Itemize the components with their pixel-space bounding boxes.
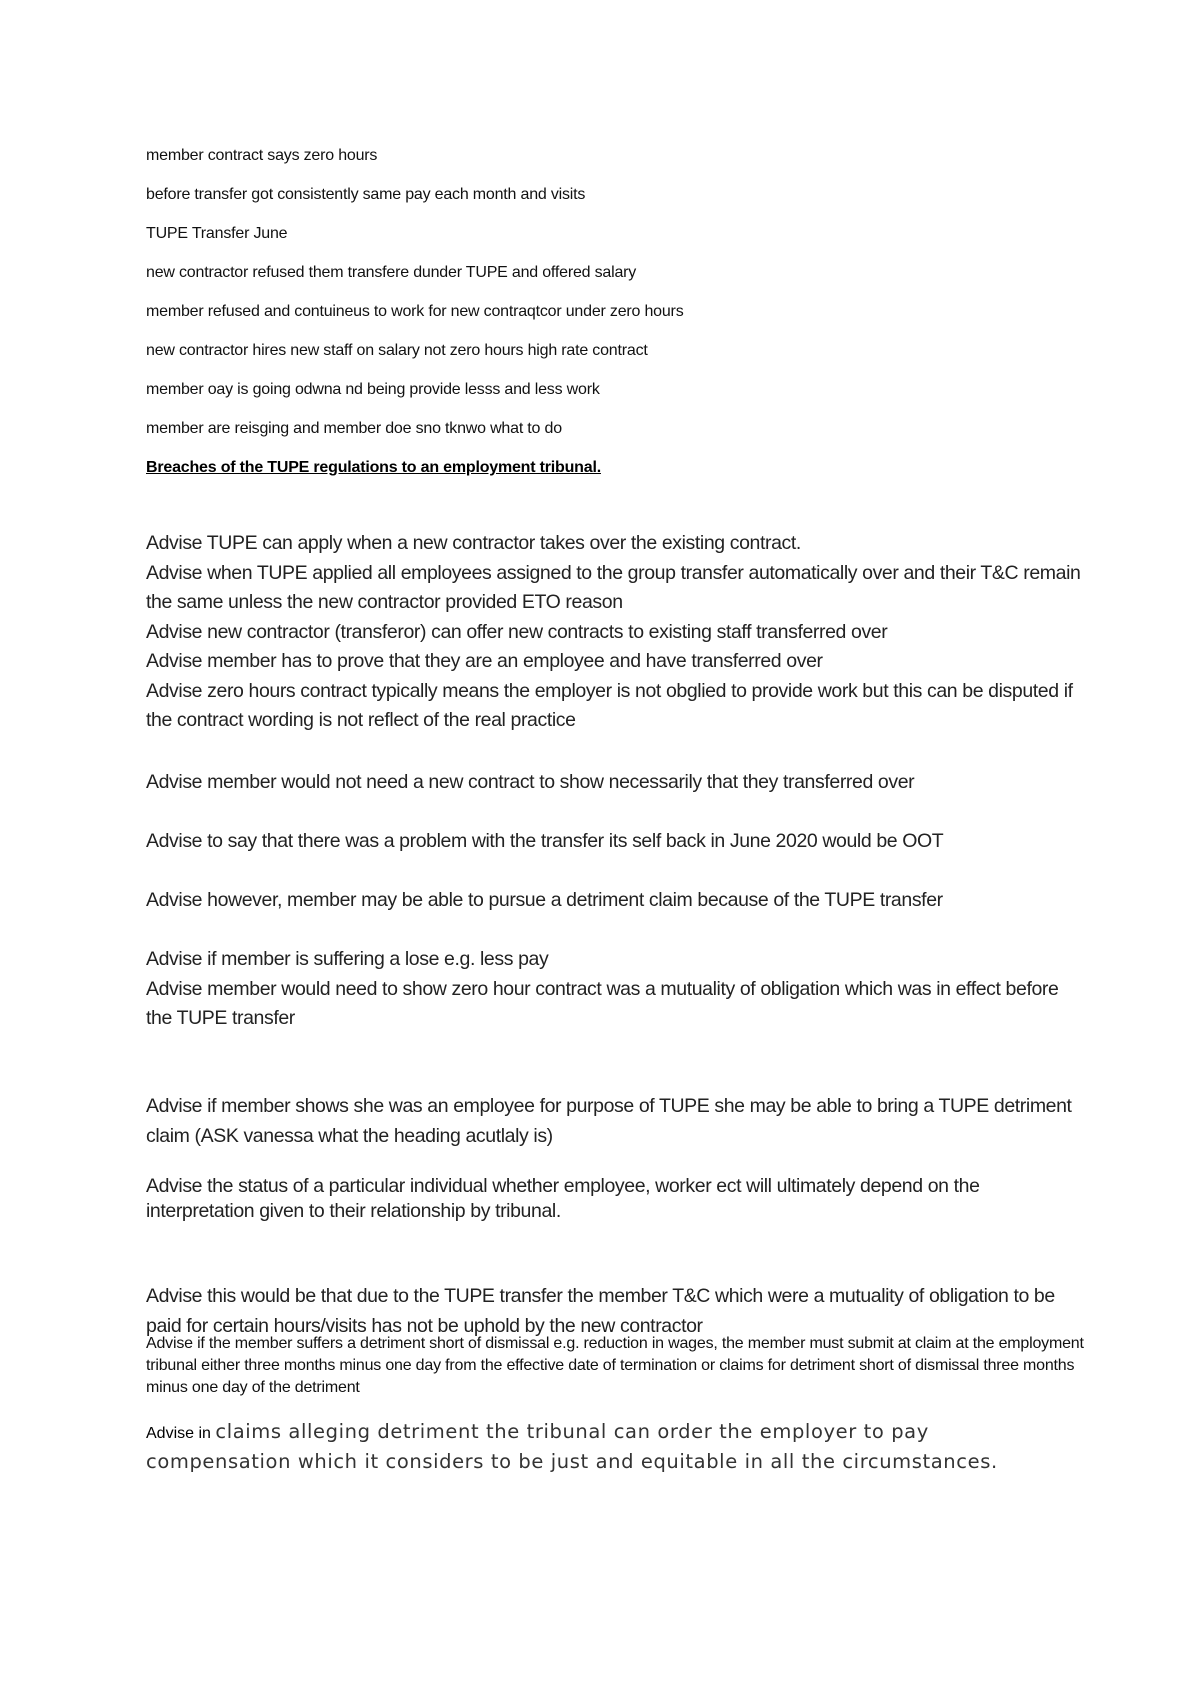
case-notes — [146, 146, 1106, 458]
advice-oot: Advise to say that there was a problem with the transfer its self back in June 2020 would be OOT — [146, 830, 944, 852]
advice-status: Advise the status of a particular individual whether employee, worker ect will ultimately depend on the interpretation given to their relationship by tribunal. — [146, 1175, 980, 1222]
advice-detriment: Advise however, member may be able to pursue a detriment claim because of the TUPE transfer — [146, 889, 943, 911]
advice-block-2 — [146, 945, 1086, 1034]
advice-line: Advise member has to prove that they are an employee and have transferred over — [146, 650, 823, 672]
advice-compensation — [146, 1418, 1046, 1478]
case-note: member refused and contuineus to work for new contraqtcor under zero hours — [146, 303, 684, 320]
advice-new-contract: Advise member would not need a new contract to show necessarily that they transferred over — [146, 771, 915, 793]
case-note: new contractor refused them transfere dunder TUPE and offered salary — [146, 264, 637, 281]
advice-line: Advise zero hours contract typically means the employer is not obglied to provide work but this can be disputed if the contract wording is not reflect of the real practice — [146, 679, 1073, 731]
case-note: TUPE Transfer June — [146, 225, 288, 242]
case-note: member are reisging and member doe sno tknwo what to do — [146, 420, 562, 437]
advice-compensation-lead: Advise in — [146, 1425, 216, 1442]
section-heading: Breaches of the TUPE regulations to an employment tribunal. — [146, 459, 601, 476]
advice-line: Advise TUPE can apply when a new contractor takes over the existing contract. — [146, 532, 801, 554]
advice-line: Advise member would need to show zero hour contract was a mutuality of obligation which was in effect before the TUPE transfer — [146, 977, 1059, 1029]
advice-employee: Advise if member shows she was an employee for purpose of TUPE she may be able to bring a TUPE detriment claim (ASK vanessa what the heading acutlaly is) — [146, 1095, 1072, 1147]
advice-time-limit: Advise if the member suffers a detriment short of dismissal e.g. reduction in wages, the member must submit at claim at the employment tribunal either three months minus one day from the effective date of termination or claims for detriment short of dismissal three months minus one day of the detriment — [146, 1335, 1084, 1396]
advice-line: Advise new contractor (transferor) can offer new contracts to existing staff transferred over — [146, 620, 888, 643]
advice-block-1 — [146, 529, 1086, 736]
case-note: before transfer got consistently same pay each month and visits — [146, 186, 586, 203]
advice-compensation-text: claims alleging detriment the tribunal can order the employer to pay compensation which it considers to be just and equitable in all the circumstances. — [146, 1420, 998, 1473]
case-note: member oay is going odwna nd being provide lesss and less work — [146, 381, 600, 398]
advice-line: Advise if member is suffering a lose e.g. less pay — [146, 948, 549, 970]
advice-tc: Advise this would be that due to the TUPE transfer the member T&C which were a mutuality of obligation to be paid for certain hours/visits has not be uphold by the new contractor — [146, 1285, 1055, 1337]
case-note: member contract says zero hours — [146, 147, 378, 164]
advice-line: Advise when TUPE applied all employees assigned to the group transfer automatically over and their T&C remain the same unless the new contractor provided ETO reason — [146, 561, 1081, 613]
case-note: new contractor hires new staff on salary not zero hours high rate contract — [146, 342, 648, 359]
